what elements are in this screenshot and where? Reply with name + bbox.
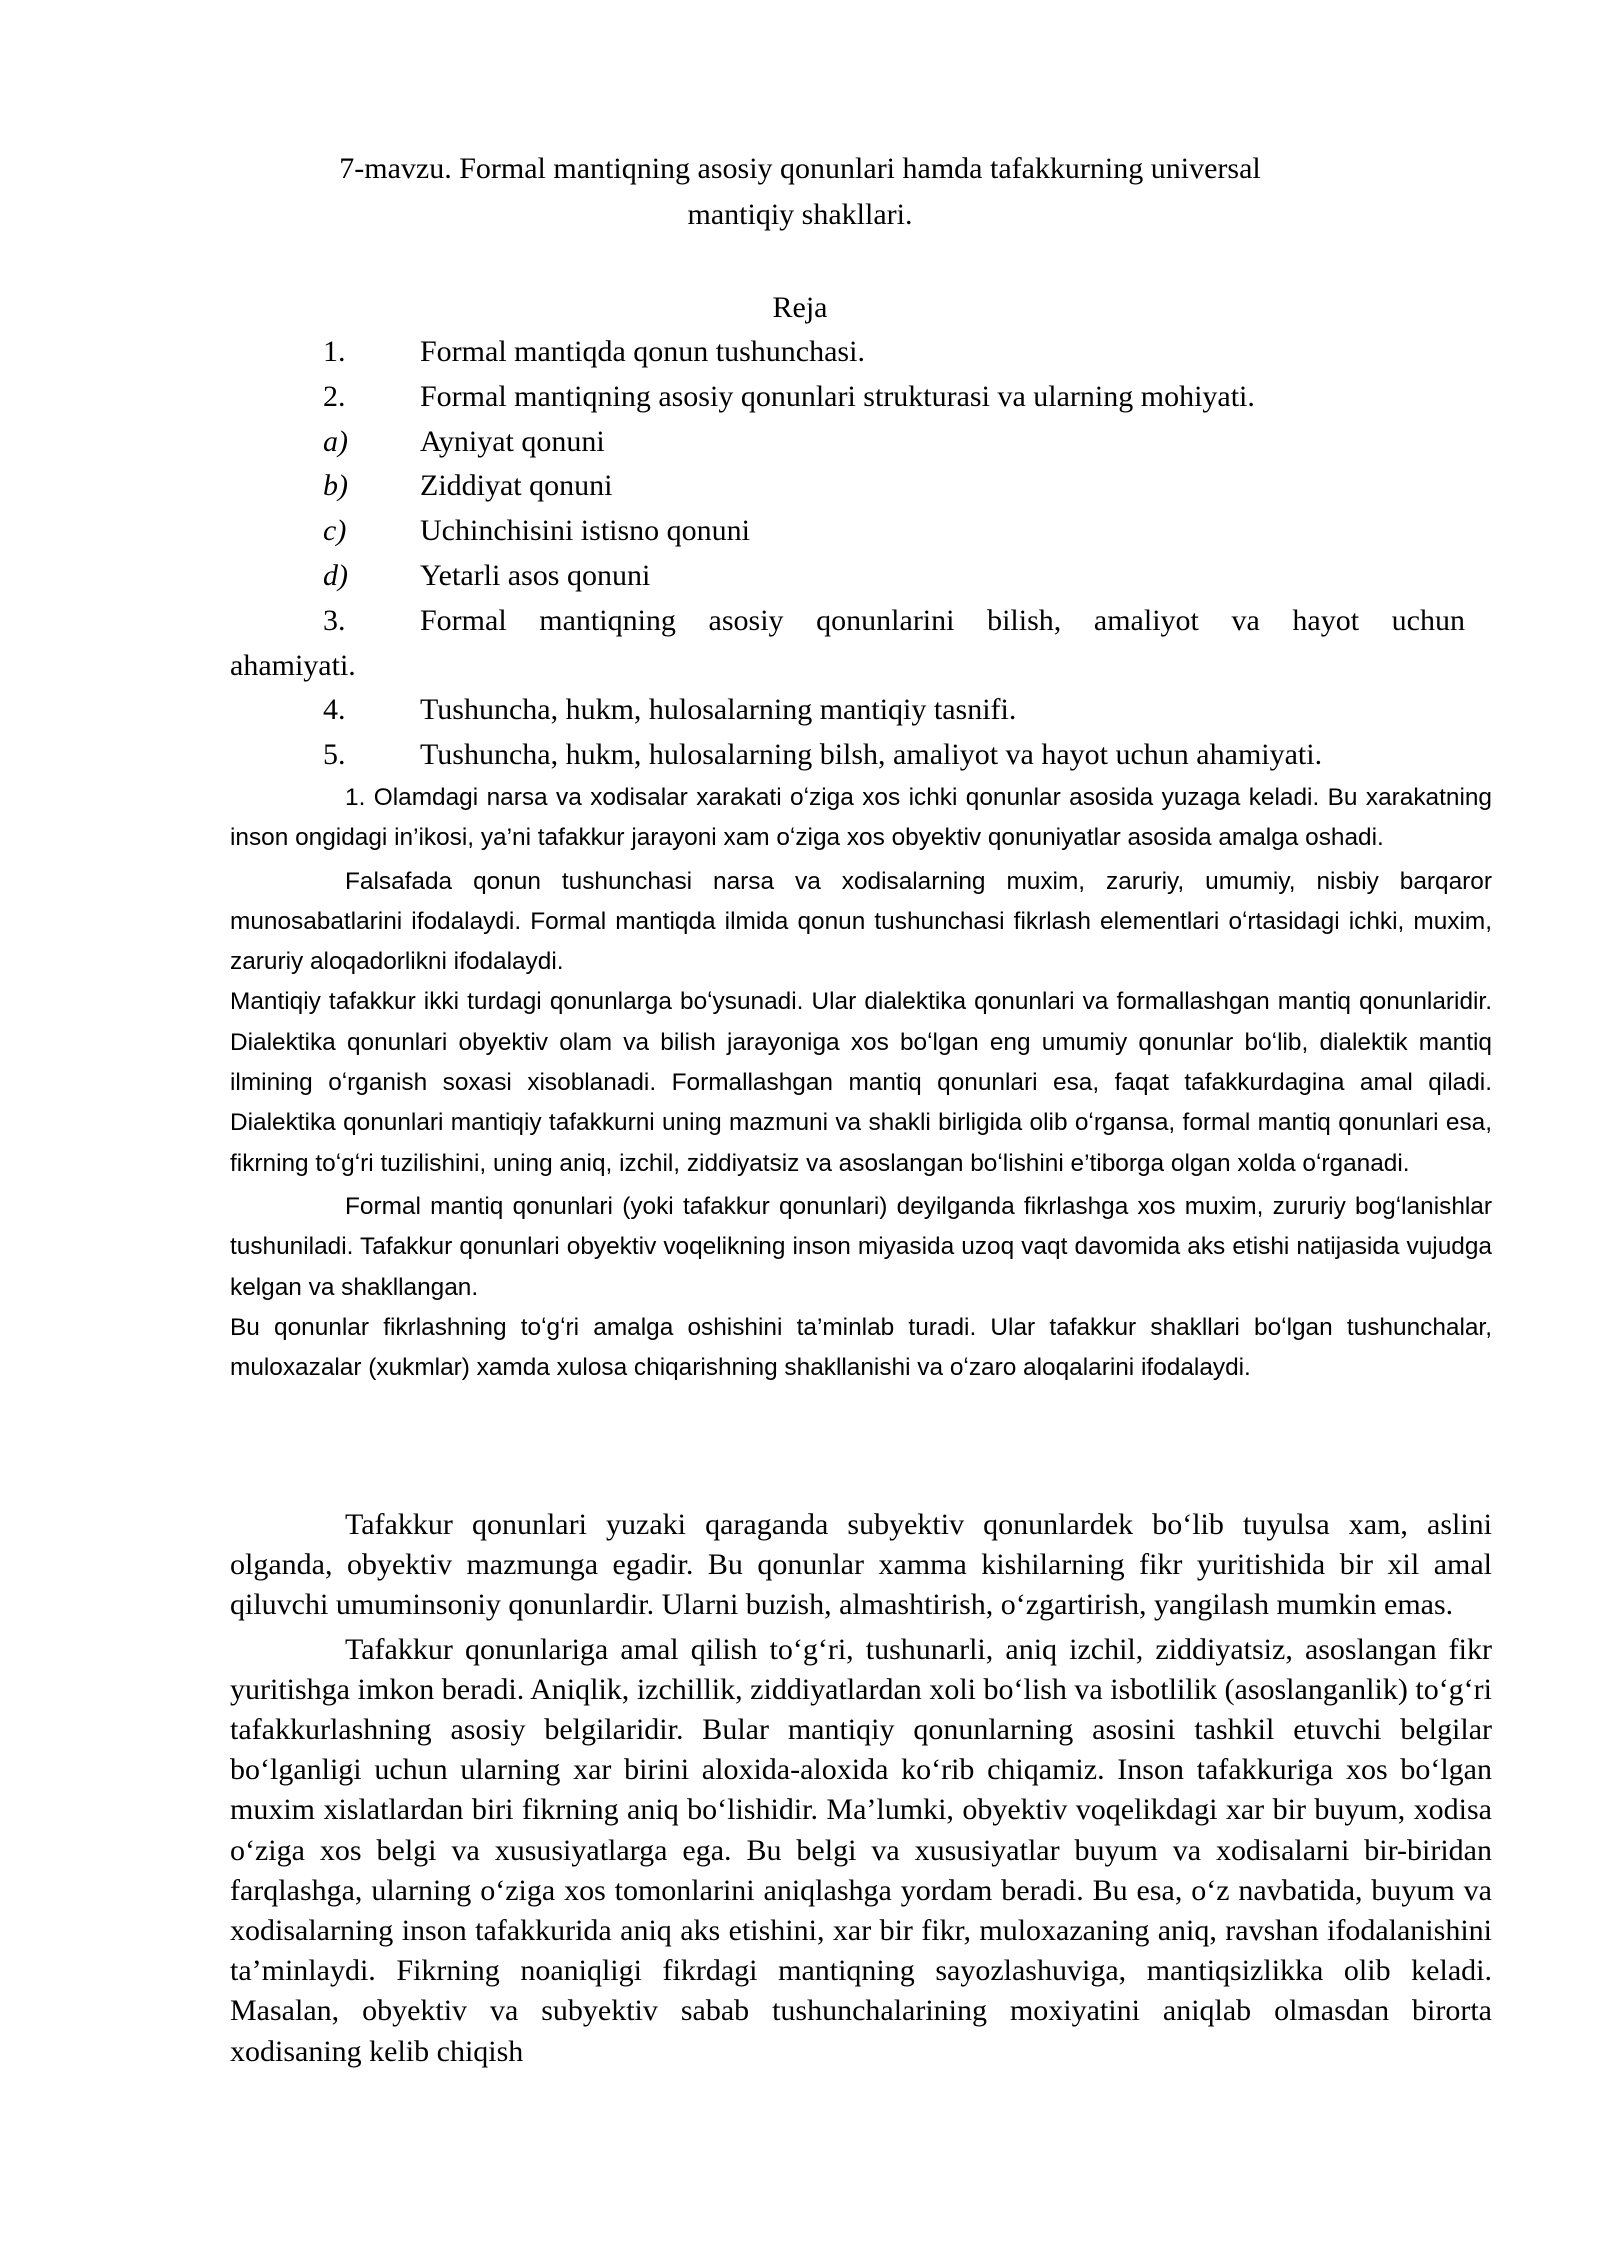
plan-item [230,733,1465,778]
plan-item [230,599,1465,689]
plan-subitem-letter: c) [323,514,347,548]
plan-item-text: Tushuncha, hukm, hulosalarning mantiqiy tasnifi. [420,693,1017,727]
title-line-1: 7-mavzu. Formal mantiqning asosiy qonunlari hamda tafakkurning universal [339,152,1261,185]
paragraph: Tafakkur qonunlari yuzaki qaraganda subyektiv qonunlardek boʻlib tuyulsa xam, aslini olganda, obyektiv mazmunga egadir. Bu qonunlar xamma kishilarning fikr yuritishida bir xil amal qiluvchi umuminsoniy qonunlardir. Ularni buzish, almashtirish, oʻzgartirish, yangilash mumkin emas. [230,1508,1492,1622]
plan-subitem-letter: a) [323,424,348,458]
paragraph: Bu qonunlar fikrlashning toʻgʻri amalga oshishini ta’minlab turadi. Ular tafakkur shakllari boʻlgan tushunchalar, muloxazalar (xukmlar) xamda xulosa chiqarishning shakllanishi va oʻzaro aloqalarini ifodalaydi. [230,1313,1492,1382]
plan-list [230,330,1465,778]
plan-item-number: 5. [323,738,346,772]
plan-item-number: 4. [323,693,346,727]
plan-subitem [230,509,1465,554]
plan-subitem-text: Uchinchisini istisno qonuni [420,514,750,548]
plan-item-number: 3. [323,603,346,637]
plan-item-text: Formal mantiqda qonun tushunchasi. [420,335,865,368]
plan-subitem-text: Yetarli asos qonuni [420,558,651,592]
plan-item-text-continued: ahamiyati. [230,648,356,682]
body-section-serif [230,1505,1492,2072]
plan-subitem-letter: b) [323,469,348,503]
plan-item [230,688,1465,733]
plan-subitem [230,464,1465,509]
body-section-sans [230,778,1492,1388]
plan-subitem-letter: d) [323,558,348,592]
plan-item-text: Tushuncha, hukm, hulosalarning bilsh, amaliyot va hayot uchun ahamiyati. [420,738,1323,772]
plan-item-number: 2. [323,379,346,413]
plan-item [230,330,1465,375]
paragraph: Falsafada qonun tushunchasi narsa va xodisalarning muxim, zaruriy, umumiy, nisbiy barqaror munosabatlarini ifodalaydi. Formal mantiqda ilmida qonun tushunchasi fikrlash elementlari oʻrtasidagi ichki, muxim, zaruriy aloqadorlikni ifodalaydi. [230,867,1492,976]
title-line-2: mantiqiy shakllari. [687,198,913,231]
plan-heading: Reja [772,291,828,324]
plan-subitem-text: Ziddiyat qonuni [420,469,613,503]
plan-item-text: Formal mantiqning asosiy qonunlari strukturasi va ularning mohiyati. [420,379,1255,413]
paragraph: Mantiqiy tafakkur ikki turdagi qonunlarga boʻysunadi. Ular dialektika qonunlari va formallashgan mantiq qonunlaridir. Dialektika qonunlari obyektiv olam va bilish jarayoniga xos boʻlgan eng umumiy qonunlar boʻlib, dialektik mantiq ilmining oʻrganish soxasi xisoblanadi. Formallashgan mantiq qonunlari esa, faqat tafakkurdagina amal qiladi. Dialektika qonunlari mantiqiy tafakkurni uning mazmuni va shakli birligida olib oʻrgansa, formal mantiq qonunlari esa, fikrning toʻgʻri tuzilishini, uning aniq, izchil, ziddiyatsiz va asoslangan boʻlishini e’tiborga olgan xolda oʻrganadi. [230,988,1492,1177]
document-title [230,146,1370,238]
plan-subitem [230,554,1465,599]
plan-subitem [230,420,1465,465]
plan-item-text: Formal mantiqning asosiy qonunlarini bilish, amaliyot va hayot uchun [420,603,1465,637]
paragraph: Tafakkur qonunlariga amal qilish toʻgʻri, tushunarli, aniq izchil, ziddiyatsiz, asoslangan fikr yuritishga imkon beradi. Aniqlik, izchillik, ziddiyatlardan xoli boʻlish va isbotlilik (asoslanganlik) toʻgʻri tafakkurlashning asosiy belgilaridir. Bular mantiqiy qonunlarning asosini tashkil etuvchi belgilar boʻlganligi uchun ularning xar birini aloxida-aloxida koʻrib chiqamiz. Inson tafakkuriga xos boʻlgan muxim xislatlardan biri fikrning aniq boʻlishidir. Ma’lumki, obyektiv voqelikdagi xar bir buyum, xodisa oʻziga xos belgi va xususiyatlarga ega. Bu belgi va xususiyatlar buyum va xodisalarni bir-biridan farqlashga, ularning oʻziga xos tomonlarini aniqlashga yordam beradi. Bu esa, oʻz navbatida, buyum va xodisalarning inson tafakkurida aniq aks etishini, xar bir fikr, muloxazaning aniq, ravshan ifodalanishini ta’minlaydi. Fikrning noaniqligi fikrdagi mantiqning sayozlashuviga, mantiqsizlikka olib keladi. Masalan, obyektiv va subyektiv sabab tushunchalarining moxiyatini aniqlab olmasdan birorta xodisaning kelib chiqish [230,1632,1492,2068]
paragraph: Formal mantiq qonunlari (yoki tafakkur qonunlari) deyilganda fikrlashga xos muxim, zururiy bogʻlanishlar tushuniladi. Tafakkur qonunlari obyektiv voqelikning inson miyasida uzoq vaqt davomida aks etishi natijasida vujudga kelgan va shakllangan. [230,1192,1492,1301]
plan-item [230,375,1465,420]
plan-item-number: 1. [323,335,346,368]
paragraph: 1. Olamdagi narsa va xodisalar xarakati oʻziga xos ichki qonunlar asosida yuzaga keladi. Bu xarakatning inson ongidagi in’ikosi, ya’ni tafakkur jarayoni xam oʻziga xos obyektiv qonuniyatlar asosida amalga oshadi. [230,784,1492,852]
plan-subitem-text: Ayniyat qonuni [420,424,605,458]
